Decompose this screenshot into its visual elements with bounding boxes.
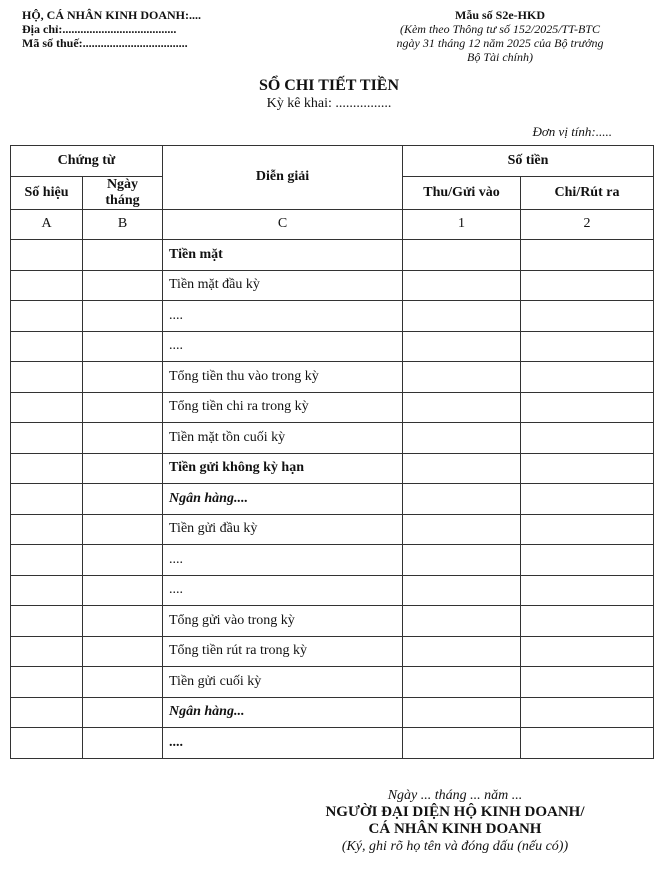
cell-number bbox=[11, 697, 83, 728]
reporting-period: Kỳ kê khai: ................ bbox=[266, 96, 392, 111]
cell-in bbox=[403, 484, 521, 515]
cell-in bbox=[403, 545, 521, 576]
cell-number bbox=[11, 453, 83, 484]
address-label: Địa chỉ:...................................... bbox=[22, 22, 177, 36]
cell-out bbox=[521, 545, 654, 576]
signature-date: Ngày ... tháng ... năm ... bbox=[387, 788, 523, 803]
cell-description: .... bbox=[163, 331, 403, 362]
cell-number bbox=[11, 575, 83, 606]
header-date-line-2: tháng bbox=[105, 192, 140, 208]
signature-hint: (Ký, ghi rõ họ tên và đóng dấu (nếu có)) bbox=[341, 839, 569, 854]
table-row bbox=[11, 392, 654, 423]
cell-number bbox=[11, 728, 83, 759]
cell-number bbox=[11, 514, 83, 545]
cell-number bbox=[11, 331, 83, 362]
cell-description: Tiền mặt bbox=[163, 240, 403, 271]
business-info bbox=[22, 8, 201, 50]
table-row bbox=[11, 636, 654, 667]
cell-in bbox=[403, 514, 521, 545]
unit-of-measure: Đơn vị tính:..... bbox=[532, 124, 612, 139]
cell-date bbox=[83, 453, 163, 484]
cell-number bbox=[11, 392, 83, 423]
cell-date bbox=[83, 545, 163, 576]
table-row bbox=[11, 728, 654, 759]
cell-out bbox=[521, 362, 654, 393]
cell-date bbox=[83, 240, 163, 271]
signature-block bbox=[290, 787, 620, 855]
header-amount-group: Số tiền bbox=[403, 146, 654, 177]
cell-date bbox=[83, 270, 163, 301]
business-name-label: HỘ, CÁ NHÂN KINH DOANH:.... bbox=[22, 8, 201, 22]
cell-date bbox=[83, 514, 163, 545]
cell-date bbox=[83, 728, 163, 759]
cell-in bbox=[403, 728, 521, 759]
header-date-line-1: Ngày bbox=[106, 176, 139, 192]
cell-out bbox=[521, 667, 654, 698]
cell-in bbox=[403, 392, 521, 423]
table-row bbox=[11, 331, 654, 362]
cell-date bbox=[83, 697, 163, 728]
cell-number bbox=[11, 667, 83, 698]
header-description: Diễn giải bbox=[163, 146, 403, 210]
cell-out bbox=[521, 423, 654, 454]
column-code-b: B bbox=[83, 209, 163, 240]
cell-out bbox=[521, 240, 654, 271]
cell-in bbox=[403, 331, 521, 362]
cell-number bbox=[11, 423, 83, 454]
table-row bbox=[11, 514, 654, 545]
form-number: Mẫu số S2e-HKD bbox=[455, 8, 545, 22]
cell-date bbox=[83, 667, 163, 698]
cell-out bbox=[521, 484, 654, 515]
column-code-1: 1 bbox=[403, 209, 521, 240]
cell-description: Tổng tiền chi ra trong kỳ bbox=[163, 392, 403, 423]
header-in: Thu/Gửi vào bbox=[403, 176, 521, 209]
cell-date bbox=[83, 575, 163, 606]
document-title: SỔ CHI TIẾT TIỀN bbox=[258, 77, 400, 94]
cell-out bbox=[521, 514, 654, 545]
cell-number bbox=[11, 545, 83, 576]
table-row bbox=[11, 575, 654, 606]
cell-in bbox=[403, 636, 521, 667]
cell-in bbox=[403, 423, 521, 454]
cell-number bbox=[11, 484, 83, 515]
cell-out bbox=[521, 392, 654, 423]
header-date bbox=[83, 176, 163, 209]
cell-description: Tổng gửi vào trong kỳ bbox=[163, 606, 403, 637]
cell-date bbox=[83, 606, 163, 637]
header-out: Chi/Rút ra bbox=[521, 176, 654, 209]
cell-in bbox=[403, 362, 521, 393]
cell-number bbox=[11, 636, 83, 667]
table-row bbox=[11, 545, 654, 576]
cell-description: Tiền gửi đầu kỳ bbox=[163, 514, 403, 545]
table-row bbox=[11, 301, 654, 332]
cell-out bbox=[521, 270, 654, 301]
cell-description: Tổng tiền rút ra trong kỳ bbox=[163, 636, 403, 667]
cell-out bbox=[521, 697, 654, 728]
cell-in bbox=[403, 667, 521, 698]
cell-out bbox=[521, 728, 654, 759]
cell-out bbox=[521, 331, 654, 362]
cell-in bbox=[403, 301, 521, 332]
cell-out bbox=[521, 453, 654, 484]
form-note-line-2: ngày 31 tháng 12 năm 2025 của Bộ trưởng bbox=[396, 36, 604, 50]
cell-number bbox=[11, 240, 83, 271]
cell-description: .... bbox=[163, 545, 403, 576]
cell-description: Tiền mặt tồn cuối kỳ bbox=[163, 423, 403, 454]
header-number: Số hiệu bbox=[11, 176, 83, 209]
cell-out bbox=[521, 606, 654, 637]
table-row bbox=[11, 606, 654, 637]
table-row bbox=[11, 270, 654, 301]
table-row bbox=[11, 667, 654, 698]
cell-number bbox=[11, 362, 83, 393]
cell-description: Ngân hàng.... bbox=[163, 484, 403, 515]
cell-date bbox=[83, 636, 163, 667]
cell-description: Tiền gửi cuối kỳ bbox=[163, 667, 403, 698]
form-note-line-3: Bộ Tài chính) bbox=[467, 50, 533, 64]
cell-in bbox=[403, 270, 521, 301]
cell-description: Tổng tiền thu vào trong kỳ bbox=[163, 362, 403, 393]
table-row bbox=[11, 240, 654, 271]
table-row bbox=[11, 697, 654, 728]
form-note-line-1: (Kèm theo Thông tư số 152/2025/TT-BTC bbox=[399, 22, 600, 36]
cell-description: Ngân hàng... bbox=[163, 697, 403, 728]
form-reference bbox=[360, 8, 640, 64]
cell-in bbox=[403, 697, 521, 728]
cell-date bbox=[83, 484, 163, 515]
cell-date bbox=[83, 331, 163, 362]
table-row bbox=[11, 484, 654, 515]
cell-out bbox=[521, 301, 654, 332]
column-code-c: C bbox=[163, 209, 403, 240]
cell-in bbox=[403, 453, 521, 484]
cell-description: .... bbox=[163, 728, 403, 759]
cell-description: Tiền mặt đầu kỳ bbox=[163, 270, 403, 301]
cell-date bbox=[83, 392, 163, 423]
cell-date bbox=[83, 423, 163, 454]
cell-in bbox=[403, 240, 521, 271]
table-row bbox=[11, 453, 654, 484]
cell-description: .... bbox=[163, 301, 403, 332]
tax-code-label: Mã số thuế:................................... bbox=[22, 36, 188, 50]
column-code-a: A bbox=[11, 209, 83, 240]
table-row bbox=[11, 423, 654, 454]
cell-number bbox=[11, 606, 83, 637]
signature-role-line-1: NGƯỜI ĐẠI DIỆN HỘ KINH DOANH/ bbox=[325, 804, 585, 820]
cell-number bbox=[11, 270, 83, 301]
cell-date bbox=[83, 362, 163, 393]
cell-description: .... bbox=[163, 575, 403, 606]
cell-date bbox=[83, 301, 163, 332]
cell-description: Tiền gửi không kỳ hạn bbox=[163, 453, 403, 484]
table-row bbox=[11, 362, 654, 393]
column-code-2: 2 bbox=[521, 209, 654, 240]
signature-role-line-2: CÁ NHÂN KINH DOANH bbox=[368, 821, 542, 837]
cell-out bbox=[521, 636, 654, 667]
cash-ledger-table bbox=[10, 145, 654, 759]
cell-out bbox=[521, 575, 654, 606]
cell-number bbox=[11, 301, 83, 332]
header-voucher-group: Chứng từ bbox=[11, 146, 163, 177]
cell-in bbox=[403, 575, 521, 606]
cell-in bbox=[403, 606, 521, 637]
